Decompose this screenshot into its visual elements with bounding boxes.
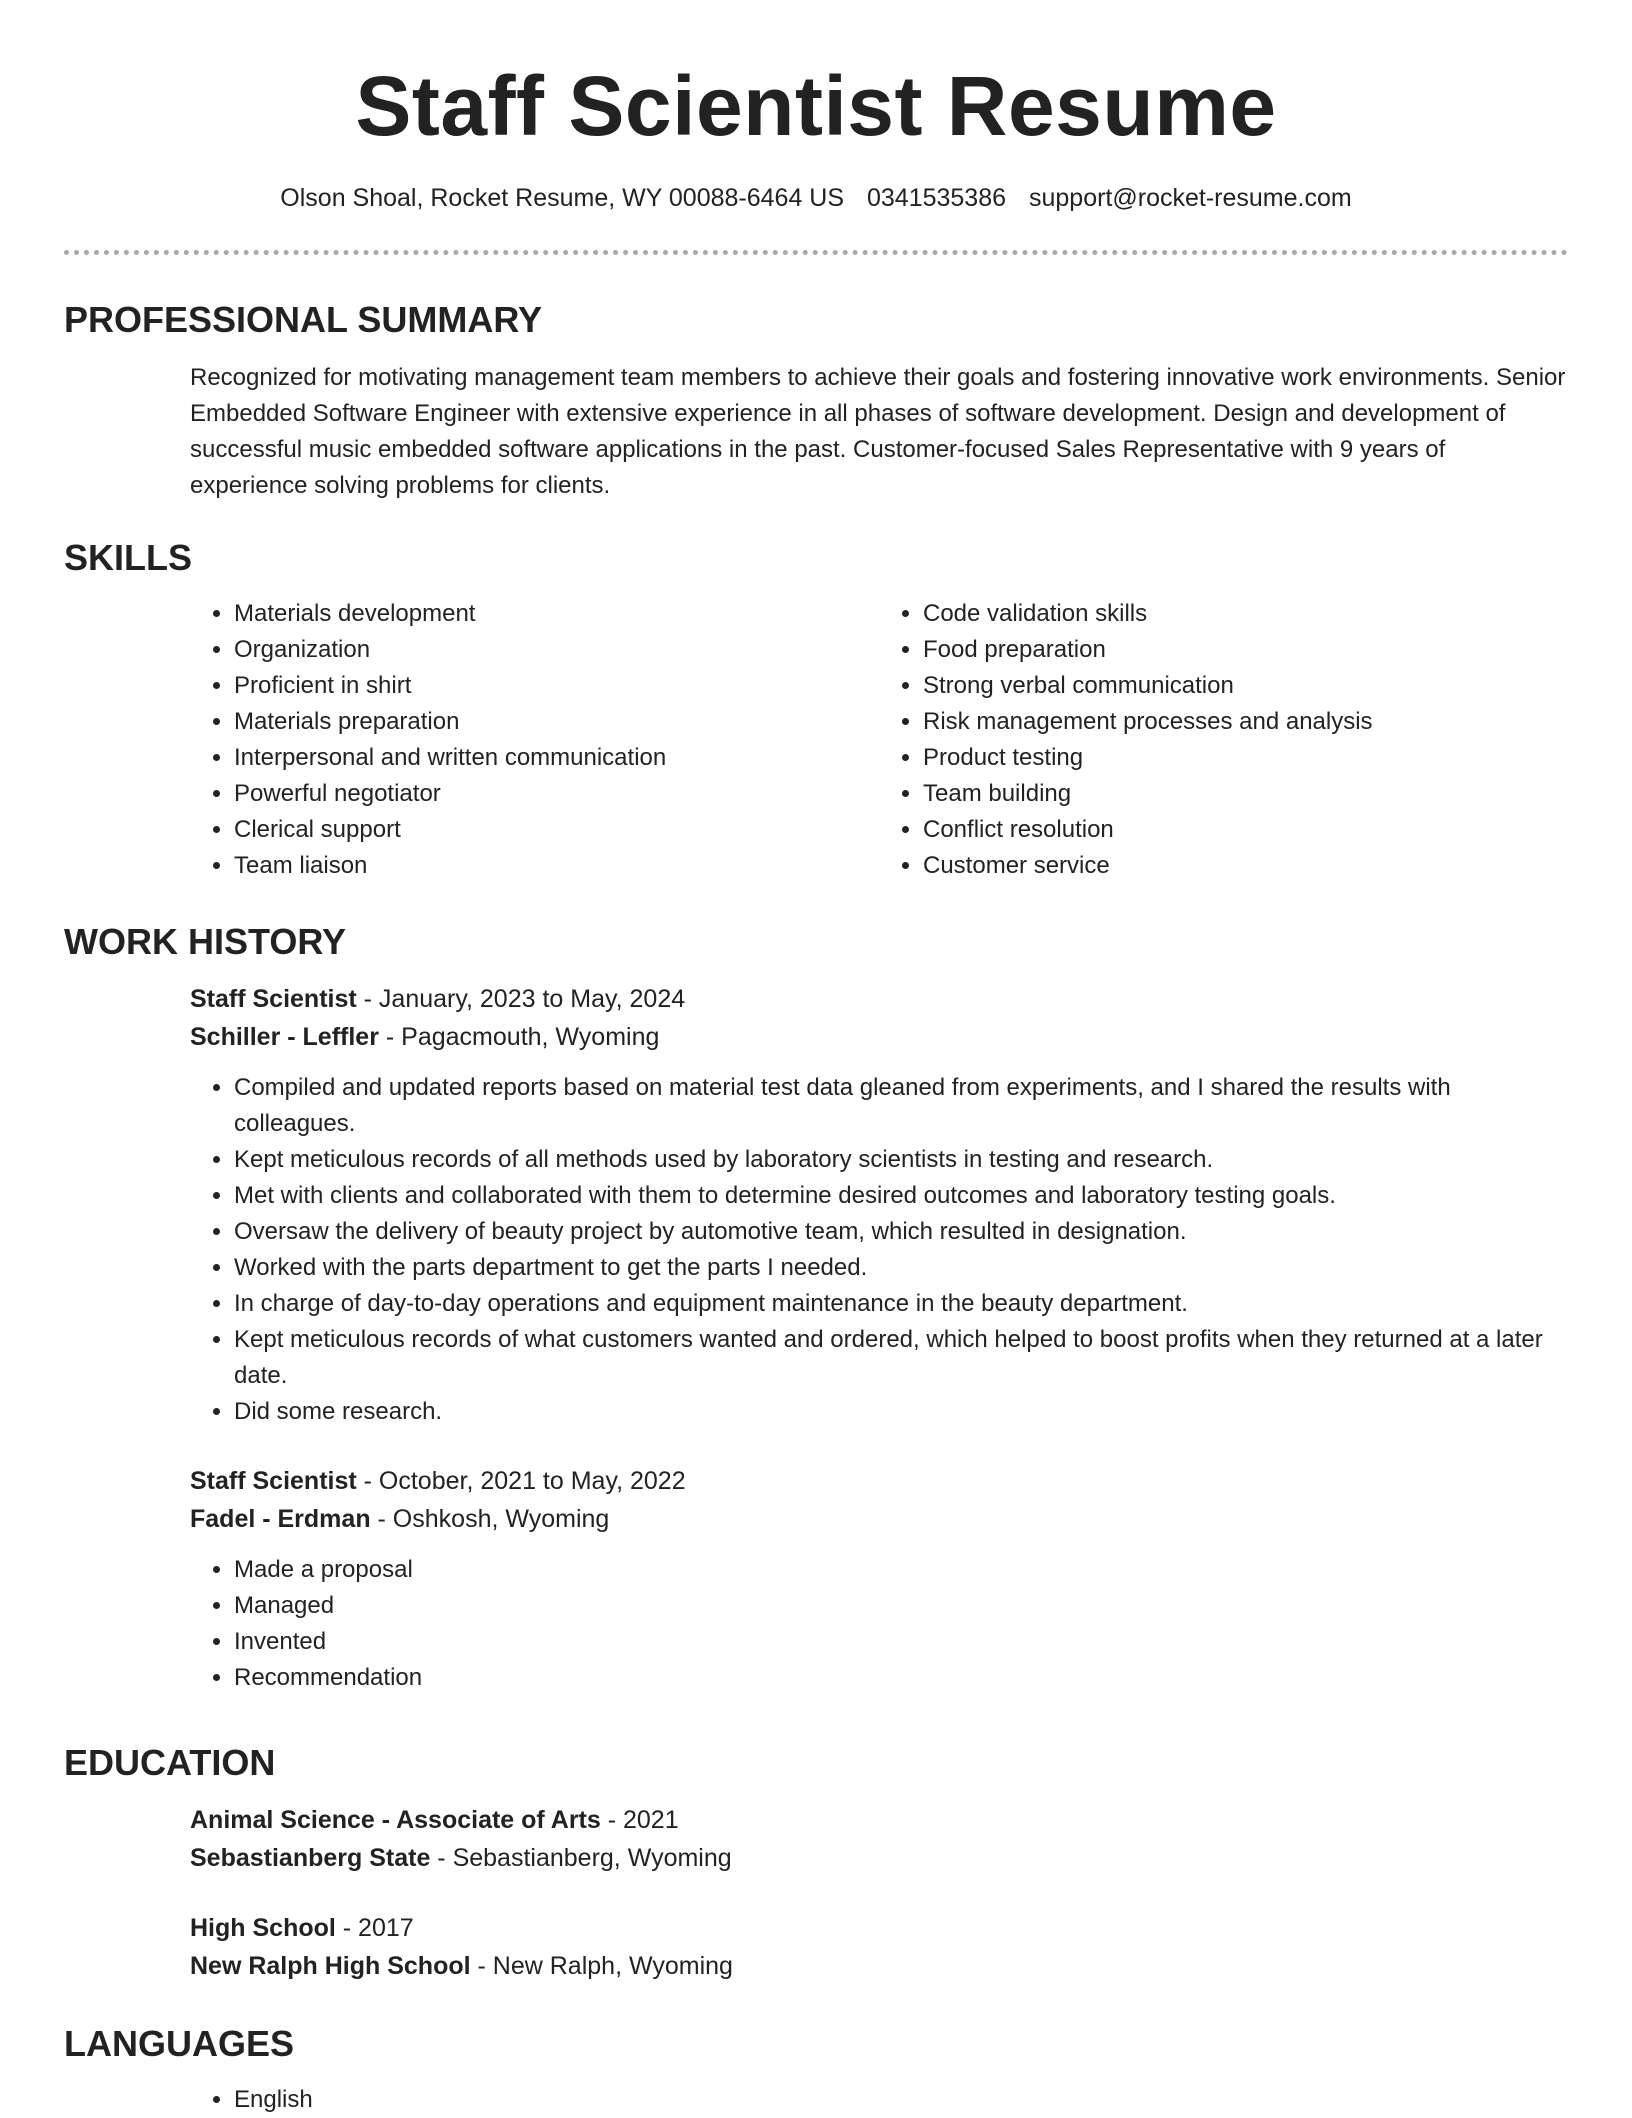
job-location: - Oshkosh, Wyoming [370, 1505, 610, 1533]
job-company: Schiller - Leffler [190, 1023, 379, 1051]
job-title-line [190, 980, 1568, 1018]
job-bullet: • In charge of day-to-day operations and equipment maintenance in the beauty department. [234, 1286, 1568, 1322]
contact-address: Olson Shoal, Rocket Resume, WY 00088-6464 US [280, 184, 845, 212]
summary-section [64, 298, 1568, 504]
skill-item: • Interpersonal and written communication [234, 740, 879, 776]
job-bullet: • Met with clients and collaborated with them to determine desired outcomes and laboratory testing goals. [234, 1178, 1568, 1214]
languages-heading: LANGUAGES [64, 2023, 295, 2064]
skill-item: • Proficient in shirt [234, 668, 879, 704]
skill-item: • Materials development [234, 596, 879, 632]
job-bullet: • Kept meticulous records of all methods used by laboratory scientists in testing and research. [234, 1142, 1568, 1178]
job-company: Fadel - Erdman [190, 1505, 371, 1533]
skill-item: • Clerical support [234, 812, 879, 848]
education-year: - 2017 [335, 1914, 414, 1942]
skill-item: • Risk management processes and analysis [923, 704, 1568, 740]
education-degree-line [190, 1909, 1568, 1947]
job-bullet: • Compiled and updated reports based on material test data gleaned from experiments, and I shared the results with colleagues. [234, 1070, 1568, 1142]
skill-item: • Materials preparation [234, 704, 879, 740]
education-school-line [190, 1947, 1568, 1985]
job-dates: - October, 2021 to May, 2022 [356, 1467, 686, 1495]
education-year: - 2021 [600, 1806, 679, 1834]
education-degree-line [190, 1801, 1568, 1839]
education-entry [190, 1909, 1568, 1985]
skill-item: • Food preparation [923, 632, 1568, 668]
job-title: Staff Scientist [190, 985, 357, 1013]
summary-heading: PROFESSIONAL SUMMARY [64, 299, 543, 340]
skill-item: • Powerful negotiator [234, 776, 879, 812]
job-bullet: • Oversaw the delivery of beauty project by automotive team, which resulted in designation. [234, 1214, 1568, 1250]
job-dates: - January, 2023 to May, 2024 [356, 985, 686, 1013]
contact-phone: 0341535386 [866, 184, 1007, 212]
work-history-heading: WORK HISTORY [64, 921, 347, 962]
job-entry [190, 1462, 1568, 1538]
education-school: Sebastianberg State [190, 1844, 431, 1872]
job-location: - Pagacmouth, Wyoming [378, 1023, 660, 1051]
education-entry [190, 1801, 1568, 1877]
job-entry [190, 980, 1568, 1056]
job-bullet: • Did some research. [234, 1394, 1568, 1430]
job-bullet: • Worked with the parts department to get the parts I needed. [234, 1250, 1568, 1286]
education-section [64, 1741, 1568, 1985]
skills-section [64, 536, 1568, 884]
education-degree: High School [190, 1914, 336, 1942]
languages-section [64, 2022, 1568, 2118]
job-bullet: • Kept meticulous records of what customers wanted and ordered, which helped to boost profits when they returned at a later date. [234, 1322, 1568, 1394]
education-heading: EDUCATION [64, 1742, 276, 1783]
skill-item: • Organization [234, 632, 879, 668]
skill-item: • Team liaison [234, 848, 879, 884]
skills-heading: SKILLS [64, 537, 193, 578]
education-location: - Sebastianberg, Wyoming [430, 1844, 732, 1872]
language-item: • English [234, 2082, 1568, 2118]
job-bullet: • Recommendation [234, 1660, 1568, 1696]
job-bullets [190, 1552, 1568, 1696]
skill-item: • Conflict resolution [923, 812, 1568, 848]
education-school-line [190, 1839, 1568, 1877]
job-bullet: • Invented [234, 1624, 1568, 1660]
page-title: Staff Scientist Resume [355, 59, 1277, 153]
education-school: New Ralph High School [190, 1952, 471, 1980]
job-bullet: • Managed [234, 1588, 1568, 1624]
summary-text: Recognized for motivating management team members to achieve their goals and fostering innovative work environments. Senior Embedded Software Engineer with extensive experience in all phases of software development. Design and development of successful music embedded software applications in the past. Customer-focused Sales Representative with 9 years of experience solving problems for clients. [190, 364, 1566, 499]
skills-list-left [190, 596, 879, 884]
skill-item: • Team building [923, 776, 1568, 812]
job-title-line [190, 1462, 1568, 1500]
work-history-section [64, 920, 1568, 1696]
job-bullets [190, 1070, 1568, 1430]
skills-list-right [879, 596, 1568, 884]
header-divider [64, 250, 1568, 255]
contact-email: support@rocket-resume.com [1028, 184, 1352, 212]
education-location: - New Ralph, Wyoming [470, 1952, 733, 1980]
job-title: Staff Scientist [190, 1467, 357, 1495]
skill-item: • Product testing [923, 740, 1568, 776]
contact-info [0, 180, 1632, 216]
education-degree: Animal Science - Associate of Arts [190, 1806, 601, 1834]
job-company-line [190, 1500, 1568, 1538]
skills-columns [190, 596, 1568, 884]
languages-list [190, 2082, 1568, 2118]
job-company-line [190, 1018, 1568, 1056]
skill-item: • Code validation skills [923, 596, 1568, 632]
job-bullet: • Made a proposal [234, 1552, 1568, 1588]
skill-item: • Strong verbal communication [923, 668, 1568, 704]
skill-item: • Customer service [923, 848, 1568, 884]
